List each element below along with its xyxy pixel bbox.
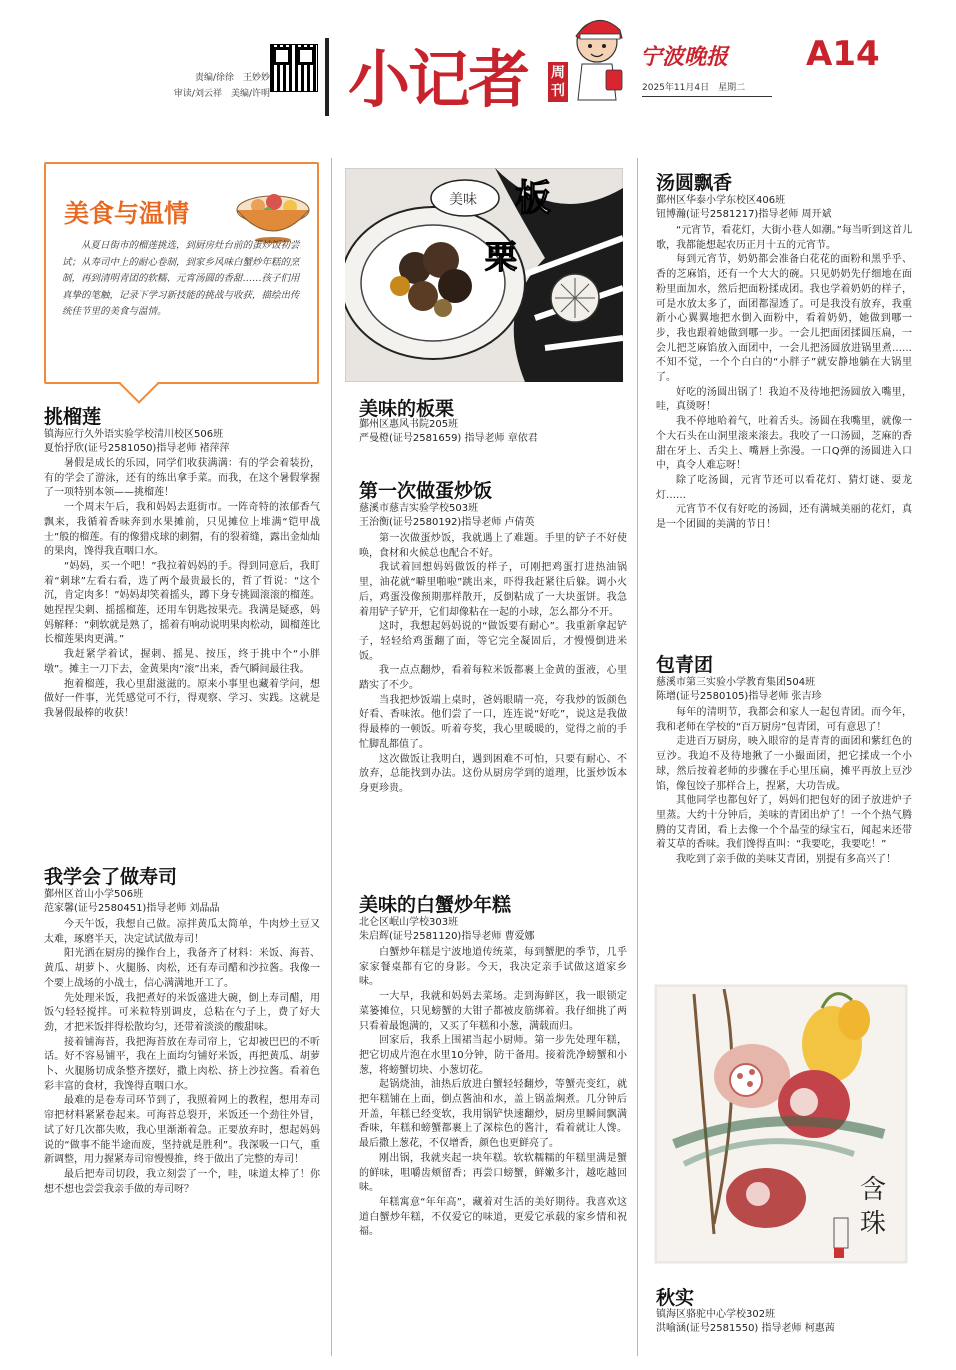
- editor-credits: [155, 70, 270, 102]
- section-intro: 从夏日街市的榴莲挑选，到厨房灶台前的蛋炒饭初尝试；从寿司中上的耐心卷制，到家乡风味白蟹炒年糕的烹制，再到清明青团的软糯、元宵汤圆的香甜……孩子们用真挚的笔触，记录下学习新技能的挑战与收获，描绘出传统佳节里的美食与温情。: [62, 240, 300, 317]
- paragraph: 其他同学也都包好了，妈妈们把包好的团子放进炉子里蒸。大约十分钟后，美味的青团出炉了！一个个热气腾腾的艾青团，看上去像一个个晶莹的绿宝石，闻起来还带着艾草的香味。我们馋得直叫：“我要吃，我要吃！”: [656, 795, 912, 851]
- paragraph: 白蟹炒年糕是宁波地道传统菜，每到蟹肥的季节，几乎家家餐桌都有它的身影。今天，我决定亲手试做这道家乡味。: [359, 947, 627, 988]
- article-body: [359, 532, 627, 797]
- paragraph: 除了吃汤圆，元宵节还可以看花灯、猜灯谜、耍龙灯……: [656, 474, 912, 501]
- svg-text:珠: 珠: [860, 1209, 887, 1239]
- author-name: 王治衡(证号2580192)指导老师 卢倩英: [359, 517, 535, 528]
- school-name: 慈溪市慈吉实验学校503班: [359, 503, 479, 514]
- paragraph: 我赶紧学着试，握刺、摇晃、按压，终于挑中个“小胖墩”。摊主一刀下去，金黄果肉“滚”出来，香气瞬间最往我。: [44, 649, 320, 675]
- masthead-title: 小记者: [348, 43, 529, 116]
- svg-text:美味: 美味: [449, 192, 477, 208]
- paragraph: 刚出锅，我就夹起一块年糕。软软糯糯的年糕里满是蟹的鲜味，咀嚼齿颊留香；再尝口螃蟹，鲜嫩多汁，越吃越回味。: [359, 1152, 627, 1194]
- article-title: 第一次做蛋炒饭: [359, 480, 493, 502]
- reporter-mascot-icon: [566, 8, 628, 106]
- school-name: 鄞州区华泰小学东校区406班: [656, 195, 786, 206]
- paragraph: 暑假是成长的乐园，同学们收获满满：有的学会着装扮，有的学会了游泳，还有的练出拿手菜。而我，在这个暑假掌握了一项特别本领——挑榴莲！: [44, 458, 320, 499]
- paragraph: 年糕寓意“年年高”，藏着对生活的美好期待。我喜欢这道白蟹炒年糕，不仅爱它的味道，更爱它承载的家乡情和祝福。: [359, 1196, 627, 1238]
- editor-line: 责编/徐徐 王妙妙: [194, 73, 270, 83]
- paragraph: 我吃到了亲手做的美味艾青团，别提有多高兴了！: [676, 854, 896, 866]
- column-divider: [637, 158, 638, 1356]
- paragraph: 最后把寿司切段，我立刻尝了一个，哇，味道太棒了！你想不想也尝尝我亲手做的寿司呀？: [44, 1168, 320, 1195]
- article-byline: [359, 916, 535, 944]
- paragraph: 今天午饭，我想自己做。凉拌黄瓜太简单，牛肉炒土豆又太难，琢磨半天，决定试试做寿司！: [44, 919, 320, 945]
- school-name: 慈溪市第三实验小学教育集团504班: [656, 677, 816, 688]
- paragraph: 走进百万厨房，映入眼帘的是青青的面团和紫红色的豆沙。我迫不及待地揪了一小撮面团，把它揉成一个小球，然后按着老师的步骤在手心里压扁，摊平再放上豆沙馅，像包饺子那样合上，捏紧，大功告成。: [656, 736, 912, 792]
- artwork-title: 秋实: [656, 1287, 695, 1309]
- article-body: [359, 946, 627, 1240]
- author-name: 洪喻涵(证号2581550) 指导老师 柯惠茜: [656, 1323, 835, 1334]
- article-title: 美味的白蟹炒年糕: [359, 894, 512, 916]
- school-name: 鄞州区首山小学506班: [44, 889, 144, 900]
- article-title: 挑榴莲: [44, 406, 102, 428]
- article-byline: [656, 676, 822, 704]
- paragraph: 当我把炒饭端上桌时，爸妈眼睛一亮，夸我炒的饭颜色好看、香味浓。他们尝了一口，连连说“好吃”，说这是我做得最棒的一顿饭。听着夸奖，我心里暖暖的，觉得之前的手忙脚乱都值了。: [359, 694, 627, 750]
- article-byline: [656, 194, 832, 222]
- pomegranate-artwork[interactable]: [654, 984, 908, 1264]
- paragraph: “妈妈，买一个吧！”我拉着妈妈的手。得到同意后，我盯着“刺球”左看右看，选了两个最贵最长的，哲了哲说：“这个沉，肯定肉多！”妈妈却笑着摇头，蹲下身专挑圆滚滚的榴莲。她捏捏尖刺、摇摇榴莲，还用车钥匙按果壳。我满是疑惑，妈妈解释：“刺软就是熟了，摇着有响动说明果肉松动，圆榴莲比长榴莲果肉更满。”: [44, 560, 320, 646]
- school-name: 鄞州区惠风书院205班: [359, 419, 459, 430]
- column-divider: [331, 158, 332, 1356]
- paragraph: 每到元宵节，奶奶都会准备白花花的面粉和黑乎乎、香的芝麻馅，还有一个大大的碗。只见奶奶先仔细地在面粉里面加水，然后把面粉揉成团。我也学着奶奶的样子，可是水放太多了，面团都湿透了。可是我没有放弃，我重新小心翼翼地把水倒入面粉中，看着奶奶，她做到哪一步，我也跟着她做到哪一步。一会儿把面团揉圆压扁，一会儿把芝麻馅放入面团中，一会儿把汤圆放进锅里煮……不知不觉，一个个白白的“小胖子”就安静地躺在大锅里了。: [656, 254, 912, 384]
- paragraph: 抱着榴莲，我心里甜滋滋的。原来小事里也藏着学问，想做好一件事，光凭感觉可不行，得观察、学习、实践。这就是我暑假最棒的收获！: [44, 678, 320, 719]
- school-name: 镇海区骆驼中心学校302班: [656, 1309, 776, 1320]
- artwork-byline: [656, 1308, 835, 1336]
- paragraph: 我一点点翻炒，看着每粒米饭都裹上金黄的蛋液，心里踏实了不少。: [359, 665, 627, 692]
- paragraph: 最难的是卷寿司环节到了，我照着网上的教程，想用寿司帘把材料紧紧卷起来。可海苔总裂开，米饭还一个劲往外冒，试了好几次都失败，我心里渐渐着急。正要放弃时，想起妈妈说的“做事不能半途而废，坚持就是胜利”。我深吸一口气，重新调整，用力握紧寿司帘慢慢推，终于做出了完整的寿司！: [44, 1095, 320, 1166]
- qr-code-icon: [270, 44, 318, 92]
- author-name: 夏怡抒欣(证号2581050)指导老师 褚萍萍: [44, 443, 230, 454]
- article-byline: [44, 428, 230, 456]
- date-underline: [642, 96, 772, 97]
- author-name: 范家馨(证号2580451)指导老师 刘晶晶: [44, 903, 220, 914]
- chestnut-artwork[interactable]: [345, 168, 623, 382]
- article-body: [656, 706, 912, 868]
- page-header: [0, 0, 956, 130]
- svg-text:栗: 栗: [485, 238, 518, 276]
- artwork-byline: [359, 418, 538, 446]
- paragraph: 这时，我想起妈妈说的“做饭要有耐心”。我重新拿起铲子，轻轻给鸡蛋翻了面，等它完全凝固后，才慢慢倒进米饭。: [359, 621, 627, 662]
- paragraph: 一个周末午后，我和妈妈去逛街市。一阵奇特的浓郁香气飘来，我循着香味奔到水果摊前，只见摊位上堆满“铠甲战士”般的榴莲。有的像猎戍球的刺猬，有的裂着缝，露出金灿灿的果肉，馋得我直咽口水。: [44, 502, 320, 558]
- paragraph: 先处理米饭，我把煮好的米饭盛进大碗，倒上寿司醋，用饭勺轻轻搅拌。可米粒特别调皮，总粘在勺子上，费了好大劲，才把米饭拌得松散均匀，还带着淡淡的酸甜味。: [44, 992, 320, 1033]
- author-name: 陈增(证号2580105)指导老师 张吉珍: [656, 691, 822, 702]
- paragraph: 每年的清明节，我都会和家人一起包青团。而今年，我和老师在学校的“百万厨房”包青团，可有意思了！: [656, 707, 912, 733]
- paragraph: “元宵节，看花灯，大街小巷人如潮。”每当听到这首儿歌，我都能想起农历正月十五的元宵节。: [656, 225, 912, 251]
- paragraph: 这次做饭让我明白，遇到困难不可怕，只要有耐心、不放弃，总能找到办法。这份从厨房学到的道理，比蛋炒饭本身更珍贵。: [359, 753, 627, 794]
- weekly-badge: 周刊: [548, 62, 568, 102]
- article-body: [44, 918, 320, 1197]
- article-byline: [44, 888, 220, 916]
- svg-text:含: 含: [860, 1175, 887, 1205]
- editor-line: 审读/刘云祥 美编/许明: [173, 89, 270, 99]
- paragraph: 阳光洒在厨房的操作台上，我备齐了材料：米饭、海苔、黄瓜、胡萝卜、火腿肠、肉松，还有寿司醋和沙拉酱。我像一个要上战场的小战士，信心满满地开工了。: [44, 948, 320, 989]
- article-byline: [359, 502, 535, 530]
- qr-code[interactable]: [270, 44, 318, 108]
- section-title: 美食与温情: [64, 199, 190, 228]
- paragraph: 我不停地哈着气，吐着舌头。汤圆在我嘴里，就像一个大石头在山洞里滚来滚去。我咬了一口汤圆，芝麻的香甜在牙上、舌尖上、嘴唇上弥漫。一口Q弹的汤圆进入口中，真令人难忘呀！: [656, 416, 912, 472]
- svg-text:板: 板: [515, 178, 552, 219]
- newspaper-name: 宁波晚报: [640, 44, 729, 70]
- paragraph: 第一次做蛋炒饭，我就遇上了难题。手里的铲子不好使唤，食材和火候总也配合不好。: [359, 533, 627, 559]
- header-divider: [325, 38, 329, 116]
- article-body: [44, 457, 320, 722]
- article-title: 我学会了做寿司: [44, 866, 178, 888]
- paragraph: 起锅烧油，油热后放进白蟹轻轻翻炒，等蟹壳变红，就把年糕铺在上面，倒点酱油和水，盖上锅盖焖煮。几分钟后开盖，年糕已经变软，我用锅铲快速翻炒，厨房里瞬间飘满香味，年糕和螃蟹都裹上了深棕色的酱汁，看着就让人馋。最后撒上葱花，不仅增香，颜色也更鲜亮了。: [359, 1079, 627, 1150]
- paragraph: 一大早，我就和妈妈去菜场。走到海鲜区，我一眼锁定菜篓摊位，只见螃蟹的大钳子都被皮筋绑着。我仔细挑了两只看着最饱满的，又买了年糕和小葱，满载而归。: [359, 991, 627, 1032]
- paragraph: 回家后，我系上围裙当起小厨师。第一步先处理年糕，把它切成片泡在水里10分钟，防干备用。接着洗净螃蟹和小葱，将螃蟹切块、小葱切花。: [359, 1035, 627, 1076]
- article-body: [656, 224, 912, 533]
- food-bowl-icon: [232, 174, 314, 246]
- author-name: 严曼橙(证号2581659) 指导老师 章依君: [359, 433, 538, 444]
- issue-date: 2025年11月4日 星期二: [642, 83, 746, 93]
- school-name: 北仑区岷山学校303班: [359, 917, 459, 928]
- article-title: 包青团: [656, 654, 714, 676]
- paragraph: 接着铺海苔，我把海苔放在寿司帘上，它却被巴巴的不听话。好不容易铺平，我在上面均匀铺好米饭，再把黄瓜、胡萝卜、火腿肠切成条整齐摆好，撒上肉松、挤上沙拉酱。看着色彩丰富的食材，我馋得直咽口水。: [44, 1036, 320, 1092]
- school-name: 镇海应行久外语实验学校清川校区506班: [44, 429, 224, 440]
- author-name: 钮博瀚(证号2581217)指导老师 周开斌: [656, 209, 832, 220]
- artwork-title: 美味的板栗: [359, 398, 455, 420]
- author-name: 朱启辉(证号2581120)指导老师 曹爱娜: [359, 931, 535, 942]
- paragraph: 好吃的汤圆出锅了！我迫不及待地把汤圆放入嘴里，哇，真烫呀！: [656, 386, 912, 413]
- page-number: A14: [806, 34, 880, 74]
- article-title: 汤圆飘香: [656, 172, 733, 194]
- paragraph: 我试着回想妈妈做饭的样子，可刚把鸡蛋打进热油锅里，油花就“噼里啪啦”跳出来，吓得我赶紧往后躲。调小火后，鸡蛋没像预期那样散开，反倒粘成了一大块蛋饼。我急着用铲子铲开，它们却像粘在一起的小球，怎么都分不开。: [359, 562, 627, 618]
- paragraph: 元宵节不仅有好吃的汤圆，还有满城美丽的花灯，真是一个团圆的美满的节日！: [656, 504, 912, 531]
